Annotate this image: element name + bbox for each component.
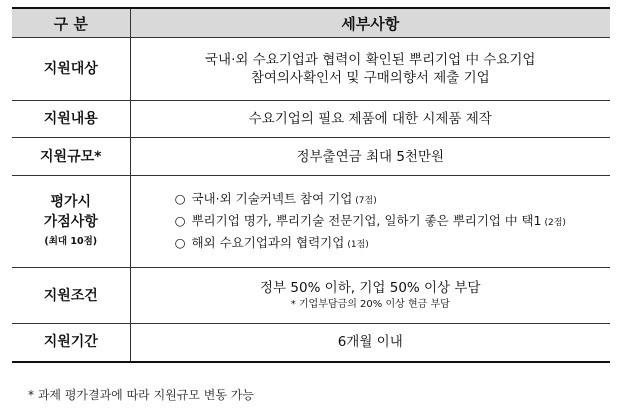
list-item <box>175 189 566 211</box>
bullet-circle-icon: ○ <box>174 212 186 228</box>
row-content-period: 6개월 이내 <box>130 324 610 362</box>
row-label-condition: 지원조건 <box>12 268 130 324</box>
bonus-label-note: (최대 10점) <box>44 235 98 247</box>
bonus-list <box>175 189 566 255</box>
bonus-item-text: 뿌리기업 명가, 뿌리기술 전문기업, 일하기 좋은 뿌리기업 中 택1 <box>191 212 542 228</box>
header-category: 구 분 <box>12 8 130 38</box>
bonus-item-score: (1점) <box>347 239 369 250</box>
list-item <box>175 233 566 255</box>
bonus-item-score: (7점) <box>355 195 377 206</box>
bonus-item-text: 국내·외 기술커넥트 참여 기업 <box>191 190 353 206</box>
header-details: 세부사항 <box>130 8 610 38</box>
target-line-1: 국내·외 수요기업과 협력이 확인된 뿌리기업 中 수요기업 <box>205 52 536 68</box>
row-label-scale: 지원규모* <box>12 138 130 176</box>
bonus-label-line-1: 평가시 <box>50 193 92 210</box>
list-item <box>175 211 566 233</box>
row-content-condition <box>130 268 610 324</box>
condition-sub-note: * 기업부담금의 20% 이상 현금 부담 <box>290 298 450 310</box>
footnote: * 과제 평가결과에 따라 지원규모 변동 가능 <box>28 388 254 402</box>
row-content-bonus <box>130 176 610 268</box>
row-label-bonus <box>12 176 130 268</box>
bonus-label-line-2: 가점사항 <box>43 213 98 230</box>
bullet-circle-icon: ○ <box>174 234 186 250</box>
row-label-target: 지원대상 <box>12 38 130 101</box>
row-content-target <box>130 38 610 101</box>
support-table <box>12 7 610 363</box>
bonus-item-score: (2점) <box>544 217 566 228</box>
row-label-content: 지원내용 <box>12 101 130 138</box>
bonus-item-text: 해외 수요기업과의 협력기업 <box>191 234 345 250</box>
bullet-circle-icon: ○ <box>174 190 186 206</box>
target-line-2: 참여의사확인서 및 구매의향서 제출 기업 <box>250 70 490 86</box>
condition-line: 정부 50% 이하, 기업 50% 이상 부담 <box>260 279 481 296</box>
row-content-scale: 정부출연금 최대 5천만원 <box>130 138 610 176</box>
row-label-period: 지원기간 <box>12 324 130 362</box>
row-content-content: 수요기업의 필요 제품에 대한 시제품 제작 <box>130 101 610 138</box>
